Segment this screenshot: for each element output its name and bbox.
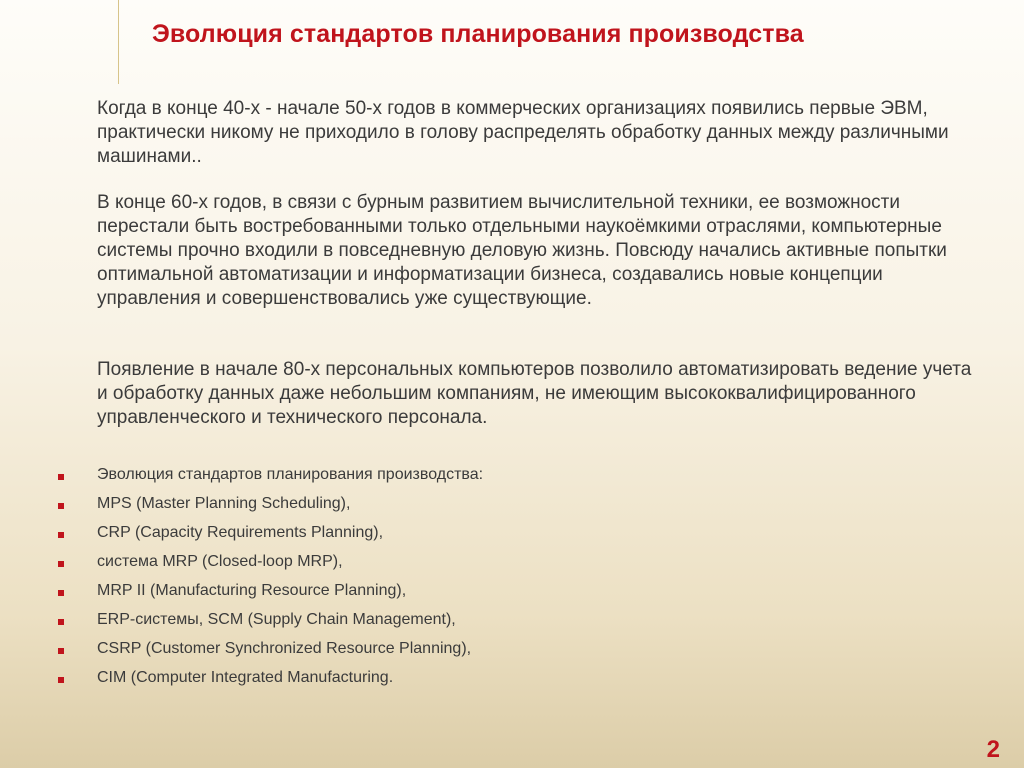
square-bullet-icon [58,532,64,538]
list-item-text: CRP (Capacity Requirements Planning), [97,524,384,541]
list-item-text: MPS (Master Planning Scheduling), [97,495,351,512]
list-item-text: MRP II (Manufacturing Resource Planning), [97,582,407,599]
paragraph-2: В конце 60-х годов, в связи с бурным развитием вычислительной техники, ее возможности перестали быть востребованными только отдельными наукоёмкими отраслями, компьютерные системы прочно входили в повседневную деловую жизнь. Повсюду начались активные попытки оптимальной автоматизации и информатизации бизнеса, создавались новые концепции управления и совершенствовались уже существующие. [97,192,947,309]
square-bullet-icon [58,619,64,625]
list-item-text: CIM (Computer Integrated Manufacturing. [97,669,394,686]
square-bullet-icon [58,648,64,654]
paragraph-1: Когда в конце 40-х - начале 50-х годов в коммерческих организациях появились первые ЭВМ, практически никому не приходило в голову распределять обработку данных между различными машинами.. [97,98,949,167]
list-item-text: ERP-системы, SCM (Supply Chain Management), [97,611,456,628]
slide-title: Эволюция стандартов планирования производства [152,20,804,48]
square-bullet-icon [58,503,64,509]
list-item-text: система MRP (Closed-loop MRP), [97,553,343,570]
decorative-divider-line [118,0,119,84]
square-bullet-icon [58,677,64,683]
list-item-text: Эволюция стандартов планирования производства: [97,466,484,483]
square-bullet-icon [58,561,64,567]
paragraph-3: Появление в начале 80-х персональных компьютеров позволило автоматизировать ведение учета и обработку данных даже небольшим компаниям, не имеющим высококвалифицированного управленческого и технического персонала. [97,359,972,428]
list-item-text: CSRP (Customer Synchronized Resource Planning), [97,640,472,657]
square-bullet-icon [58,590,64,596]
page-number: 2 [986,736,1000,763]
square-bullet-icon [58,474,64,480]
